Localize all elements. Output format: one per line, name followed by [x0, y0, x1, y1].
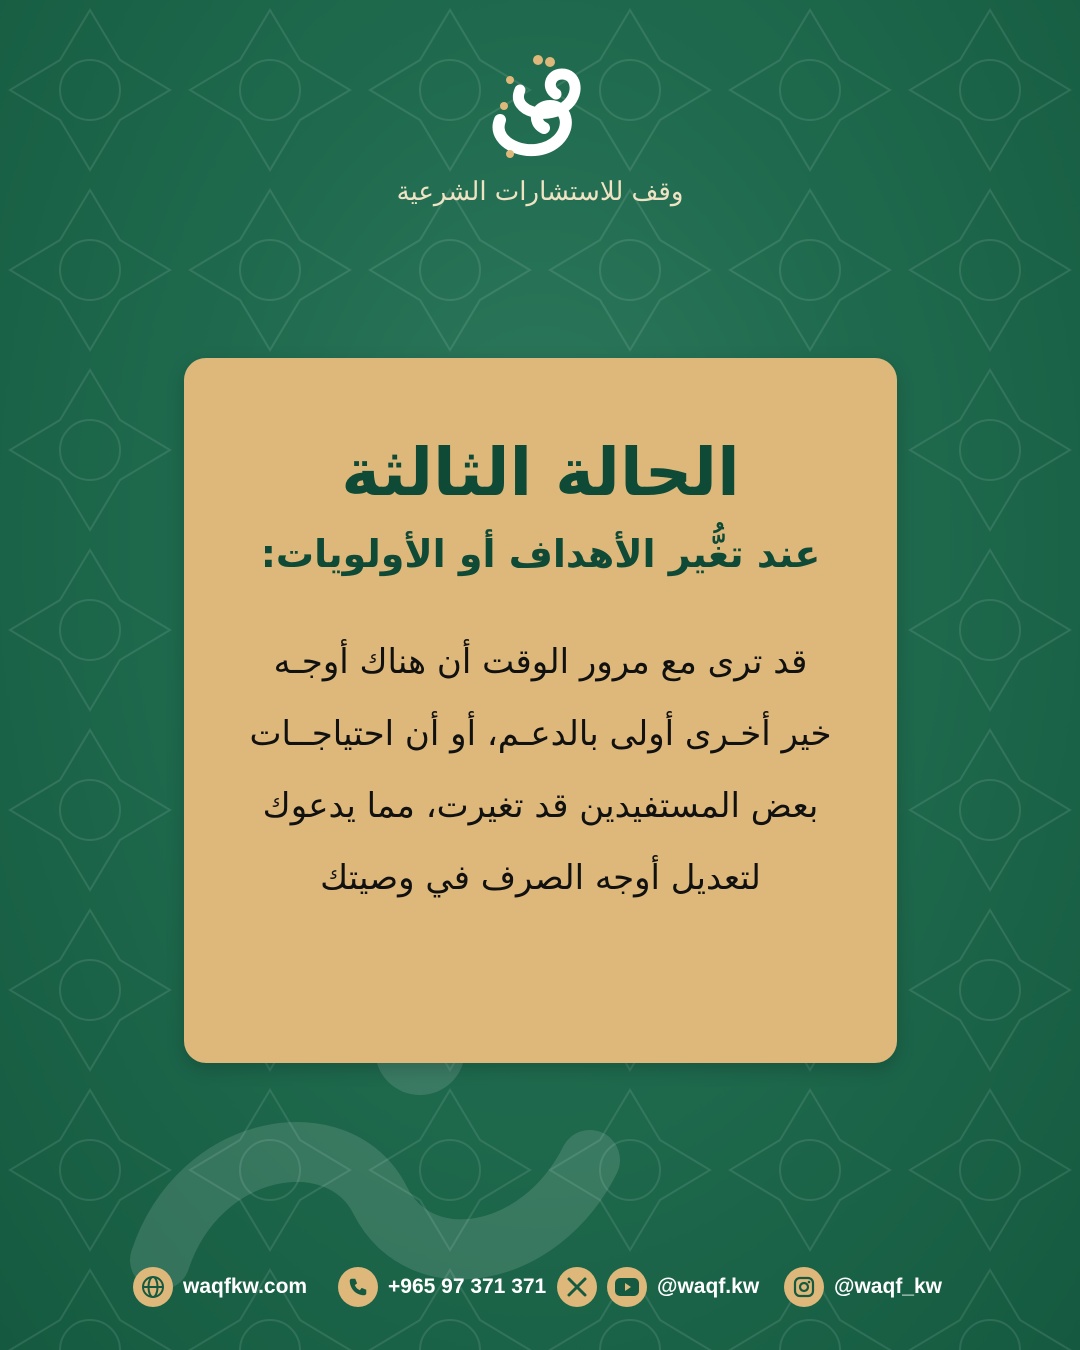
- content-card: [184, 358, 897, 1063]
- youtube-link[interactable]: [607, 1262, 759, 1312]
- phone-link[interactable]: [338, 1262, 546, 1312]
- phone-label: +965 97 371 371: [388, 1275, 547, 1298]
- website-label: waqfkw.com: [183, 1275, 308, 1298]
- card-subtitle: عند تغُّير الأهداف أو الأولويات:: [260, 532, 821, 576]
- instagram-label: @waqf_kw: [834, 1275, 943, 1298]
- youtube-label: @waqf.kw: [657, 1275, 760, 1298]
- body-line: خير أخـرى أولى بالدعـم، أو أن احتياجــات: [249, 714, 832, 754]
- card-body: [206, 626, 875, 914]
- waqf-logo-icon: [480, 50, 600, 165]
- body-line: بعض المستفيدين قد تغيرت، مما يدعوك: [262, 786, 819, 826]
- logo-text: وقف للاستشارات الشرعية: [396, 177, 684, 207]
- card-title: الحالة الثالثة: [341, 434, 740, 511]
- website-link[interactable]: [133, 1262, 307, 1312]
- x-icon: [557, 1267, 597, 1307]
- instagram-icon: [784, 1267, 824, 1307]
- body-line: قد ترى مع مرور الوقت أن هناك أوجـه: [273, 642, 808, 682]
- x-link[interactable]: [557, 1262, 597, 1312]
- instagram-link[interactable]: [784, 1262, 942, 1312]
- footer: [0, 1262, 1080, 1312]
- youtube-icon: [607, 1267, 647, 1307]
- globe-icon: [133, 1267, 173, 1307]
- logo: [390, 50, 690, 240]
- phone-icon: [338, 1267, 378, 1307]
- body-line: لتعديل أوجه الصرف في وصيتك: [320, 858, 761, 898]
